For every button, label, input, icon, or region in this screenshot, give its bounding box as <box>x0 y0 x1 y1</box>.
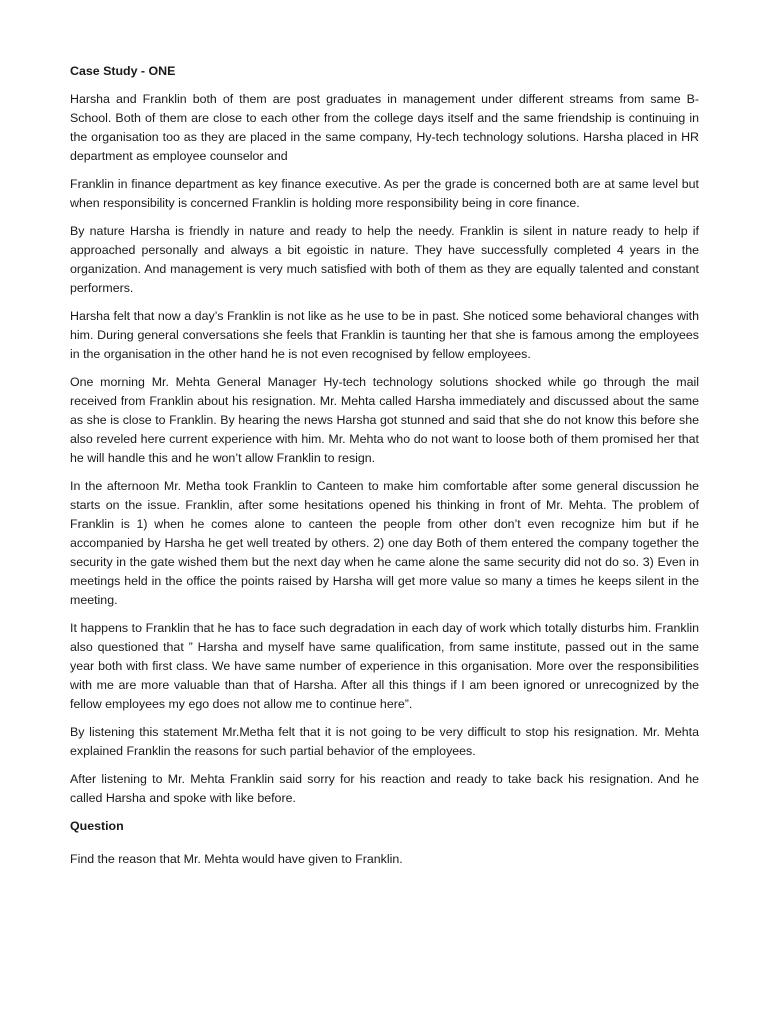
paragraph-6: In the afternoon Mr. Metha took Franklin to Canteen to make him comfortable after some general discussion he starts on the issue. Franklin, after some hesitations opened his thinking in front of Mr. Mehta. The problem of Franklin is 1) when he comes alone to canteen the people from other don’t even recognize him but if he accompanied by Harsha he get well treated by others. 2) one day Both of them entered the company together the security in the gate wished them but the next day when he came alone the same security did not do so. 3) Even in meetings held in the office the points raised by Harsha will get more value so many a times he keeps silent in the meeting. <box>70 479 699 607</box>
paragraph-5: One morning Mr. Mehta General Manager Hy-tech technology solutions shocked while go through the mail received from Franklin about his resignation. Mr. Mehta called Harsha immediately and discussed about the same as she is close to Franklin. By hearing the news Harsha got stunned and said that she do not know this before she also reveled here current experience with him. Mr. Mehta who do not want to loose both of them promised her that he will handle this and he won’t allow Franklin to resign. <box>70 375 699 465</box>
paragraph-3: By nature Harsha is friendly in nature and ready to help the needy. Franklin is silent in nature ready to help if approached personally and always a bit egoistic in nature. They have successfully completed 4 years in the organization. And management is very much satisfied with both of them as they are equally talented and constant performers. <box>70 224 699 295</box>
document-page <box>70 62 699 869</box>
question-text: Find the reason that Mr. Mehta would have given to Franklin. <box>70 852 403 866</box>
paragraph-4: Harsha felt that now a day’s Franklin is not like as he use to be in past. She noticed some behavioral changes with him. During general conversations she feels that Franklin is taunting her that she is famous among the employees in the organisation in the other hand he is not even recognised by fellow employees. <box>70 309 699 361</box>
paragraph-9: After listening to Mr. Mehta Franklin said sorry for his reaction and ready to take back his resignation. And he called Harsha and spoke with like before. <box>70 772 699 805</box>
question-heading: Question <box>70 819 124 833</box>
paragraph-2: Franklin in finance department as key finance executive. As per the grade is concerned both are at same level but when responsibility is concerned Franklin is holding more responsibility being in core finance. <box>70 177 699 210</box>
paragraph-1: Harsha and Franklin both of them are post graduates in management under different streams from same B-School. Both of them are close to each other from the college days itself and the same friendship is continuing in the organisation too as they are placed in the same company, Hy-tech technology solutions. Harsha placed in HR department as employee counselor and <box>70 92 699 163</box>
document-title: Case Study - ONE <box>70 64 176 78</box>
paragraph-7: It happens to Franklin that he has to face such degradation in each day of work which totally disturbs him. Franklin also questioned that ” Harsha and myself have same qualification, from same institute, passed out in the same year both with first class. We have same number of experience in this organisation. More over the responsibilities with me are more valuable than that of Harsha. After all this things if I am been ignored or unrecognized by the fellow employees my ego does not allow me to continue here”. <box>70 621 699 711</box>
paragraph-8: By listening this statement Mr.Metha felt that it is not going to be very difficult to stop his resignation. Mr. Mehta explained Franklin the reasons for such partial behavior of the employees. <box>70 725 699 758</box>
